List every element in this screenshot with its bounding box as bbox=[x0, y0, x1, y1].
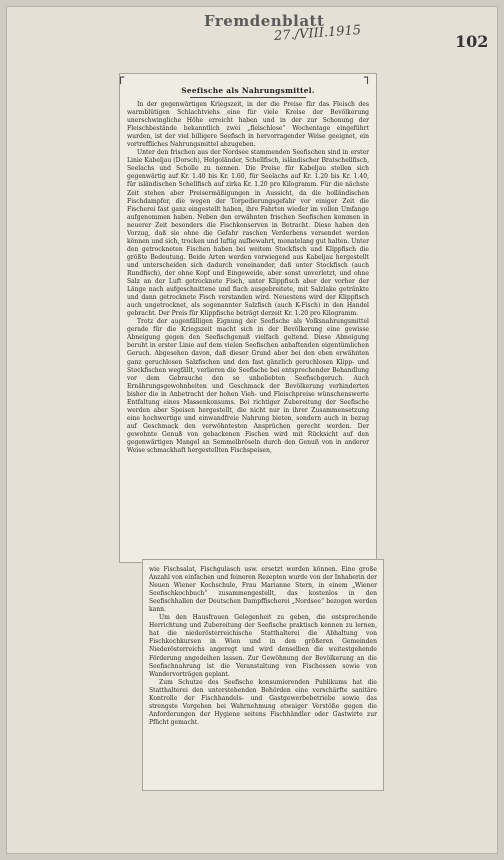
page-number: 102 bbox=[455, 32, 489, 51]
article-paragraph: Zum Schutze des Seefische konsumierenden Publikums hat die Statthalterei den unterstehenden Behörden eine verschärfte sanitäre Kontrolle der Fischhandels- und Gastgewerbebetriebe sowie das strengste Vorgehen bei Wahrnehmung etwaiger Verstöße gegen die Anforderungen der Hygiene seitens Fischhändler oder Gastwirte zur Pflicht gemacht. bbox=[149, 678, 377, 726]
newspaper-masthead: Fremdenblatt bbox=[204, 12, 325, 30]
article-paragraph: wie Fischsalat, Fischgulasch usw. ersetzt werden können. Eine große Anzahl von einfachen und feineren Rezepten wurde von der Inhaberin der Neuen Wiener Kochschule, Frau Marianne Stern, in einem „Wiener Seefischkochbuch“ zusammengestellt, das kostenlos in den Seefischhallen der Deutschen Dampffischerei „Nordsee“ bezogen werden kann. bbox=[149, 566, 377, 614]
corner-mark-right: ┐ bbox=[364, 70, 372, 84]
article-paragraph: Unter den frischen aus der Nordsee stammenden Seefischen sind in erster Linie Kabeljau (Dorsch), Helgoländer, Schellfisch, isländischer Bratschellfisch, Seelachs und Scholle zu nennen. Die Preise für Kabeljau stellen sich gegenwärtig auf Kr. 1.40 bis Kr. 1.60, für Seelachs auf Kr. 1.20 bis Kr. 1.40, für isländischen Schellfisch auf zirka Kr. 1.20 pro Kilogramm. Für die nächste Zeit stehen aber Preisermäßigungen in Aussicht, da die holländischen Fischdampfer, die wegen der Torpedierungsgefahr vor einiger Zeit die Fischerei fast ganz eingestellt haben, ihre Fahrten wieder im vollen Umfange aufgenommen haben. Neben den erwähnten frischen Seefischen kommen in neuerer Zeit besonders die Fischkonserven in Betracht. Diese haben den Vorzug, daß sie ohne die Gefahr raschen Verderbens versendet werden können und sich, trocken und luftig aufbewahrt, monatelang gut halten. Unter den getrockneten Fischen haben bei weitem Stockfisch und Klippfisch die größte Bedeutung. Beide Arten werden vorwiegend aus Kabeljau hergestellt und unterscheiden sich dadurch voneinander, daß unter Stockfisch (auch Rundfisch), der ohne Kopf und Eingeweide, aber sonst unverletzt, und ohne Salz an der Luft getrocknete Fisch, unter Klippfisch aber der vorher der Länge nach aufgeschnittene und flach ausgebreitete, mit Salzlake getränkte und dann getrocknete Fisch verstanden wird. Neuestens wird der Klippfisch auch ungetrocknet, als sogenannter Salzfisch (auch K-Fisch) in den Handel gebracht. Der Preis für Klippfische beträgt derzeit Kr. 1.20 pro Kilogramm. bbox=[127, 149, 369, 318]
headline-rule bbox=[190, 97, 306, 98]
article-paragraph: Um den Hausfrauen Gelegenheit zu geben, die entsprechende Herrichtung und Zubereitung der Seefische praktisch kennen zu lernen, hat die niederösterreichische Statthalterei die Abhaltung von Fischkochkursen in Wien und in den größeren Gemeinden Niederösterreichs angeregt und wird denselben die weitestgehende Förderung angedeihen lassen. Zur Gewöhnung der Bevölkerung an die Seefischnahrung ist die Veranstaltung von Fischessen sowie von Wandervorträgen geplant. bbox=[149, 614, 377, 678]
article-paragraph: Trotz der augenfälligen Eignung der Seefische als Volksnahrungsmittel gerade für die Kriegszeit macht sich in der Bevölkerung eine gewisse Abneigung gegen den Seefischgenuß vielfach geltend. Diese Abneigung beruht in erster Linie auf dem vielen Seefischen anhaftenden eigentümlichen Geruch. Abgesehen davon, daß dieser Grund aber bei den eben erwähnten ganz geruchlosen Salzfischen und den fast gänzlich geruchlosen Klipp- und Stockfischen wegfällt, verlieren die Seefische bei entsprechender Behandlung vor dem Gebrauche den so unbeliebten Seefischgeruch. Auch Ernährungsgewohnheiten und Geschmack der Bevölkerung verhinderten bisher die in Anbetracht der hohen Vieh- und Fleischpreise wünschenswerte Entfaltung eines Massenkonsums. Bei richtiger Zubereitung der Seefische werden aber Speisen hergestellt, die nicht nur in ihrer Zusammensetzung eine hochwertige und einwandfreie Nahrung bieten, sondern auch in bezug auf Geschmack den verwöhntesten Ansprüchen gerecht werden. Der gewohnte Genuß von gebackenen Fischen wird mit Rücksicht auf den gegenwärtigen Mangel an Semmelbröseln durch den Genuß von in anderer Weise schmackhaft hergestellten Fischspeisen, bbox=[127, 318, 369, 455]
article-clipping-top bbox=[117, 70, 376, 562]
article-headline: Seefische als Nahrungsmittel. bbox=[181, 86, 315, 95]
article-paragraph: In der gegenwärtigen Kriegszeit, in der die Preise für das Fleisch des warmblütigen Schlachtviehs eine für viele Kreise der Bevölkerung unerschwingliche Höhe erreicht haben und in der zur Schonung der Fleischbestände bekanntlich zwei „fleischlose“ Wochentage eingeführt wurden, ist der viel billigere Seefisch in hervorragender Weise geeignet, ein vortreffliches Nahrungsmittel abzugeben. bbox=[127, 101, 369, 149]
article-clipping-bottom bbox=[143, 560, 383, 790]
handwritten-date: 27./VIII.1915 bbox=[273, 22, 362, 45]
corner-mark-left: ┌ bbox=[117, 70, 125, 84]
